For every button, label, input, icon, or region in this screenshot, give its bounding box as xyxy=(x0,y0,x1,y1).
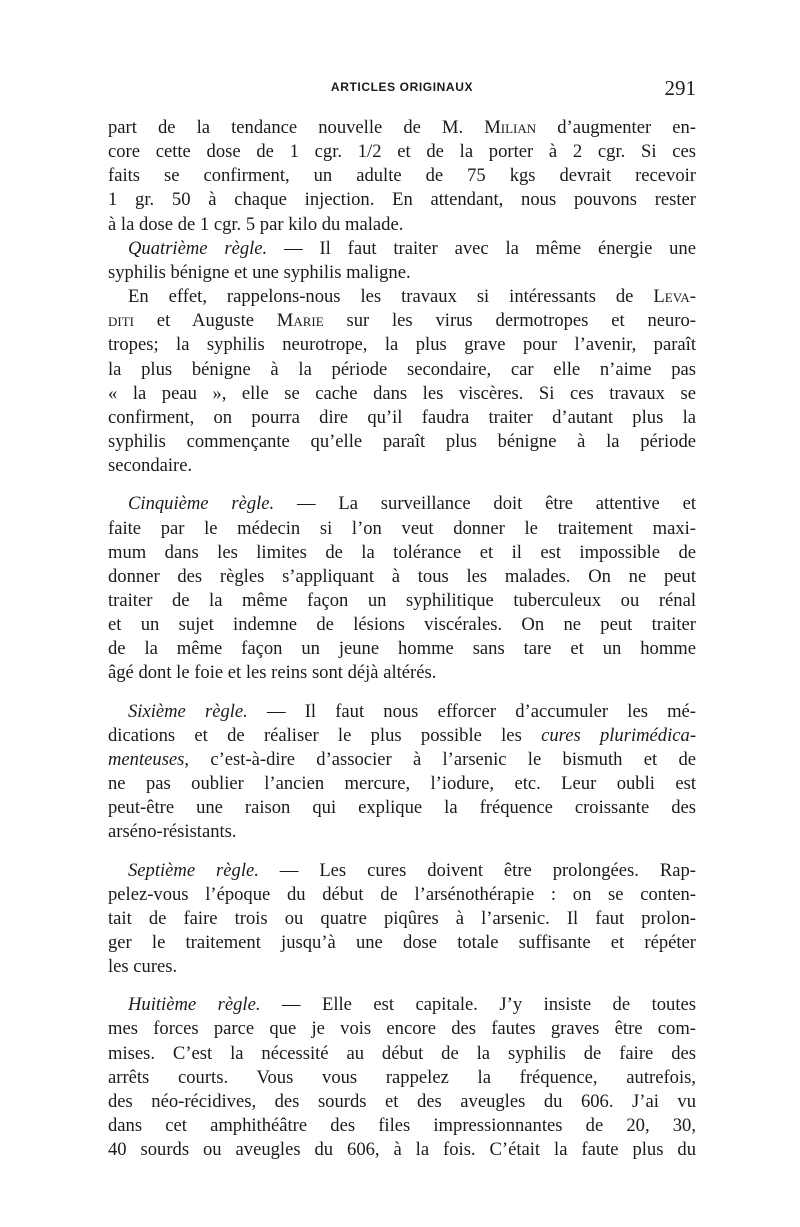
text-line: Quatrième règle. — Il faut traiter avec la même énergie une xyxy=(128,237,696,259)
paragraph-rule-5 xyxy=(108,492,696,685)
text-line: la plus bénigne à la période secondaire, car elle n’aime pas xyxy=(108,358,696,380)
text-line: mes forces parce que je vois encore des fautes graves être com- xyxy=(108,1018,696,1040)
text-line: les cures. xyxy=(108,956,178,978)
text-line: tait de faire trois ou quatre piqûres à l’arsenic. Il faut prolon- xyxy=(108,907,696,929)
running-head xyxy=(108,76,696,100)
text-line: à la dose de 1 cgr. 5 par kilo du malade. xyxy=(108,213,404,235)
text-line: peut-être une raison qui explique la fréquence croissante des xyxy=(108,797,696,819)
text-line: de la même façon un jeune homme sans tare et un homme xyxy=(108,638,696,660)
text-line: faite par le médecin si l’on veut donner le traitement maxi- xyxy=(108,517,696,539)
text-line: tropes; la syphilis neurotrope, la plus grave pour l’avenir, paraît xyxy=(108,334,696,356)
rule-heading: Septième règle. xyxy=(128,859,259,881)
text-line: pelez-vous l’époque du début de l’arsénothérapie : on se conten- xyxy=(108,883,696,905)
text-line: ger le traitement jusqu’à une dose totale suffisante et répéter xyxy=(108,932,696,953)
page-number: 291 xyxy=(664,76,696,100)
text-line: arrêts courts. Vous vous rappelez la fréquence, autrefois, xyxy=(108,1066,696,1088)
text-line: En effet, rappelons-nous les travaux si intéressants de Leva- xyxy=(128,286,696,308)
text-line: core cette dose de 1 cgr. 1/2 et de la porter à 2 cgr. Si ces xyxy=(108,141,696,163)
text-line: secondaire. xyxy=(108,455,193,477)
text-line: et un sujet indemne de lésions viscérales. On ne peut traiter xyxy=(108,614,696,636)
rule-heading: Quatrième règle. xyxy=(128,237,268,259)
body-text xyxy=(108,116,696,1162)
text-line: 1 gr. 50 à chaque injection. En attendant, nous pouvons rester xyxy=(108,189,696,211)
text-line: dications et de réaliser le plus possible les cures plurimédica- xyxy=(108,724,697,746)
text-line: Septième règle. — Les cures doivent être prolongées. Rap- xyxy=(128,859,696,881)
text-line: mises. C’est la nécessité au début de la syphilis de faire des xyxy=(108,1042,696,1064)
paragraph-rule-4 xyxy=(108,237,696,479)
text-line: donner des règles s’appliquant à tous les malades. On ne peut xyxy=(108,565,696,587)
text-line: diti et Auguste Marie sur les virus dermotropes et neuro- xyxy=(108,310,696,332)
text-line: Huitième règle. — Elle est capitale. J’y insiste de toutes xyxy=(128,994,696,1016)
paragraph-rule-6 xyxy=(108,700,696,845)
text-line: faits se confirment, un adulte de 75 kgs devrait recevoir xyxy=(108,165,696,187)
text-line: mum dans les limites de la tolérance et il est impossible de xyxy=(108,541,696,563)
text-line: 40 sourds ou aveugles du 606, à la fois. C’était la faute plus du xyxy=(108,1139,696,1161)
text-line: dans cet amphithéâtre des files impressionnantes de 20, 30, xyxy=(108,1115,696,1137)
text-line: syphilis commençante qu’elle paraît plus bénigne à la période xyxy=(108,431,696,453)
paragraph-rule-8 xyxy=(108,993,696,1162)
text-line: Cinquième règle. — La surveillance doit être attentive et xyxy=(128,493,696,515)
running-title: ARTICLES ORIGINAUX xyxy=(330,80,474,94)
rule-heading: Sixième règle. xyxy=(128,700,248,722)
rule-heading: Cinquième règle. xyxy=(128,493,275,515)
text-line: âgé dont le foie et les reins sont déjà altérés. xyxy=(108,662,437,684)
text-line: part de la tendance nouvelle de M. Milian d’augmenter en- xyxy=(108,117,696,138)
text-line: traiter de la même façon un syphilitique tuberculeux ou rénal xyxy=(108,589,696,611)
text-line: Sixième règle. — Il faut nous efforcer d’accumuler les mé- xyxy=(128,700,696,722)
paragraph-continuation xyxy=(108,116,696,237)
text-line: arséno-résistants. xyxy=(108,821,237,843)
text-line: des néo-récidives, des sourds et des aveugles du 606. J’ai vu xyxy=(108,1090,696,1112)
text-line: menteuses, c’est-à-dire d’associer à l’arsenic le bismuth et de xyxy=(108,748,696,770)
text-line: « la peau », elle se cache dans les viscères. Si ces travaux se xyxy=(108,382,696,404)
rule-heading: Huitième règle. xyxy=(128,994,261,1016)
text-line: syphilis bénigne et une syphilis maligne. xyxy=(108,261,411,283)
text-line: ne pas oublier l’ancien mercure, l’iodure, etc. Leur oubli est xyxy=(108,773,696,795)
paragraph-rule-7 xyxy=(108,859,696,980)
text-line: confirment, on pourra dire qu’il faudra traiter d’autant plus la xyxy=(108,406,696,428)
